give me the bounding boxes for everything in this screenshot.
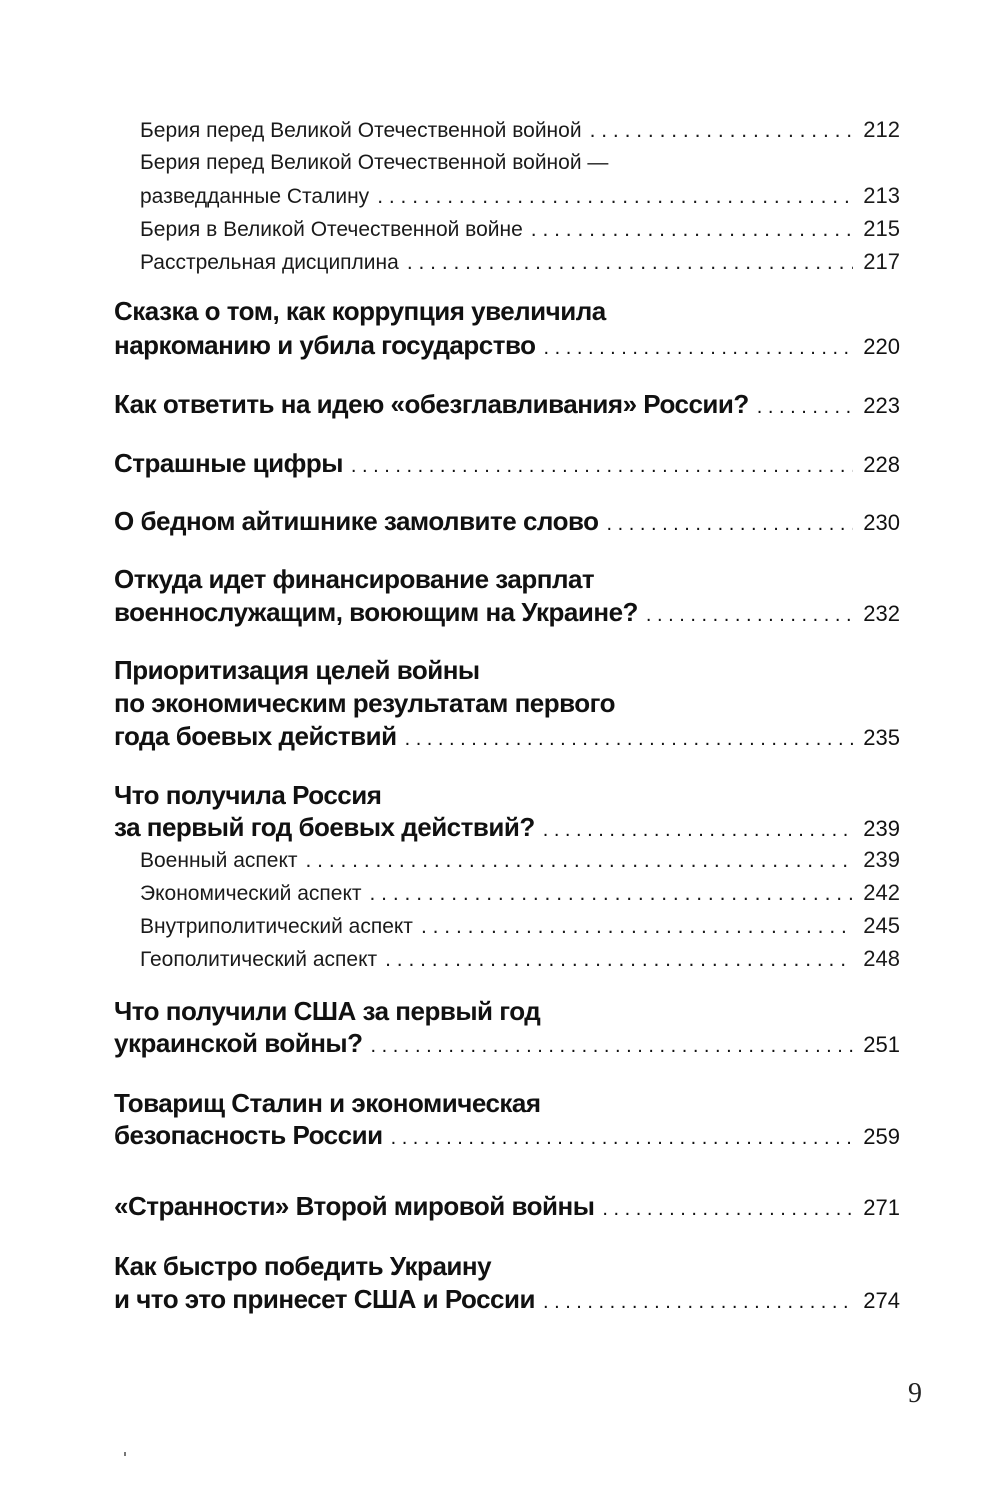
toc-page-number: 232 [863, 601, 900, 626]
toc-chapter-line[interactable] [114, 996, 900, 1027]
leader-dots [544, 337, 854, 360]
toc-chapter[interactable] [114, 330, 900, 361]
leader-dots [757, 396, 854, 419]
toc-subentry[interactable] [140, 880, 900, 906]
toc-subentry-line[interactable] [140, 151, 900, 175]
toc-page-number: 245 [863, 913, 900, 938]
toc-subentry-title: Внутриполитический аспект [140, 915, 413, 938]
toc-chapter[interactable] [114, 1284, 900, 1315]
toc-chapter-title: украинской войны? [114, 1028, 363, 1058]
toc-chapter[interactable] [114, 721, 900, 752]
toc-chapter-title: Откуда идет финансирование зарплат [114, 564, 595, 594]
leader-dots [370, 882, 854, 906]
toc-chapter-title: Что получили США за первый год [114, 996, 541, 1026]
leader-dots [543, 819, 854, 842]
toc-page-number: 259 [863, 1124, 900, 1149]
toc-page-number: 251 [863, 1032, 900, 1057]
toc-chapter-title: Приоритизация целей войны [114, 655, 480, 685]
toc-subentry[interactable] [140, 946, 900, 972]
print-speck [124, 1452, 126, 1456]
leader-dots [371, 1035, 854, 1058]
toc-subentry-title: Берия перед Великой Отечественной войной — [140, 151, 609, 174]
leader-dots [543, 1291, 853, 1314]
toc-page-number: 239 [863, 816, 900, 841]
toc-page-number: 228 [863, 452, 900, 477]
toc-chapter[interactable] [114, 1191, 900, 1222]
toc-page-number: 215 [863, 216, 900, 241]
leader-dots [407, 251, 853, 275]
toc-chapter-line[interactable] [114, 655, 900, 686]
toc-chapter[interactable] [114, 1120, 900, 1151]
leader-dots [590, 119, 854, 143]
toc-page-number: 230 [863, 510, 900, 535]
page-number-folio: 9 [908, 1378, 922, 1409]
toc-chapter[interactable] [114, 506, 900, 537]
toc-chapter-line[interactable] [114, 1088, 900, 1119]
toc-subentry[interactable] [140, 913, 900, 939]
toc-page-number: 242 [863, 880, 900, 905]
leader-dots [607, 513, 854, 536]
toc-page-number: 223 [863, 393, 900, 418]
toc-page-number: 274 [863, 1288, 900, 1313]
toc-chapter-line[interactable] [114, 296, 900, 327]
toc-chapter[interactable] [114, 812, 900, 843]
leader-dots [377, 185, 853, 209]
toc-subentry-title: Берия в Великой Отечественной войне [140, 218, 523, 241]
toc-subentry[interactable] [140, 216, 900, 242]
toc-chapter-title: «Странности» Второй мировой войны [114, 1191, 595, 1221]
toc-subentry-title: Экономический аспект [140, 882, 362, 905]
toc-chapter-title: Как ответить на идею «обезглавливания» России? [114, 389, 749, 419]
toc-subentry-title: Геополитический аспект [140, 948, 378, 971]
toc-chapter-line[interactable] [114, 564, 900, 595]
toc-page-number: 239 [863, 847, 900, 872]
toc-page-number: 212 [863, 117, 900, 142]
toc-page-number: 220 [863, 334, 900, 359]
toc-subentry[interactable] [140, 117, 900, 143]
toc-chapter-line[interactable] [114, 780, 900, 811]
toc-chapter[interactable] [114, 448, 900, 479]
leader-dots [391, 1127, 854, 1150]
toc-chapter-title: О бедном айтишнике замолвите слово [114, 506, 599, 536]
leader-dots [405, 728, 854, 751]
toc-chapter-title: и что это принесет США и России [114, 1284, 535, 1314]
toc-chapter[interactable] [114, 389, 900, 420]
toc-page-number: 217 [863, 249, 900, 274]
toc-page-number: 235 [863, 725, 900, 750]
leader-dots [306, 849, 854, 873]
toc-chapter-title: года боевых действий [114, 721, 397, 751]
toc-subentry[interactable] [140, 183, 900, 209]
toc-subentry-title: Берия перед Великой Отечественной войной [140, 119, 582, 142]
toc-chapter-title: наркоманию и убила государство [114, 330, 536, 360]
toc-subentry[interactable] [140, 249, 900, 275]
toc-chapter-title: Сказка о том, как коррупция увеличила [114, 296, 606, 326]
toc-chapter-line[interactable] [114, 688, 900, 719]
toc-page-number: 271 [863, 1195, 900, 1220]
toc-chapter[interactable] [114, 1028, 900, 1059]
leader-dots [385, 948, 853, 972]
toc-chapter-title: Как быстро победить Украину [114, 1251, 492, 1281]
toc-chapter-title: Страшные цифры [114, 448, 343, 478]
toc-chapter-title: военнослужащим, воюющим на Украине? [114, 597, 638, 627]
toc-subentry-title: разведданные Сталину [140, 185, 370, 208]
leader-dots [646, 604, 853, 627]
leader-dots [531, 218, 853, 242]
toc-chapter-title: за первый год боевых действий? [114, 812, 535, 842]
leader-dots [421, 915, 853, 939]
leader-dots [351, 455, 853, 478]
leader-dots [602, 1198, 853, 1221]
toc-chapter-title: Товарищ Сталин и экономическая [114, 1088, 541, 1118]
toc-chapter-line[interactable] [114, 1251, 900, 1282]
toc-subentry-title: Расстрельная дисциплина [140, 251, 399, 274]
toc-chapter-title: безопасность России [114, 1120, 383, 1150]
toc-chapter-title: по экономическим результатам первого [114, 688, 616, 718]
toc-chapter-title: Что получила Россия [114, 780, 382, 810]
toc-page-number: 213 [863, 183, 900, 208]
toc-subentry-title: Военный аспект [140, 849, 298, 872]
toc-page-number: 248 [863, 946, 900, 971]
toc-subentry[interactable] [140, 847, 900, 873]
toc-chapter[interactable] [114, 597, 900, 628]
